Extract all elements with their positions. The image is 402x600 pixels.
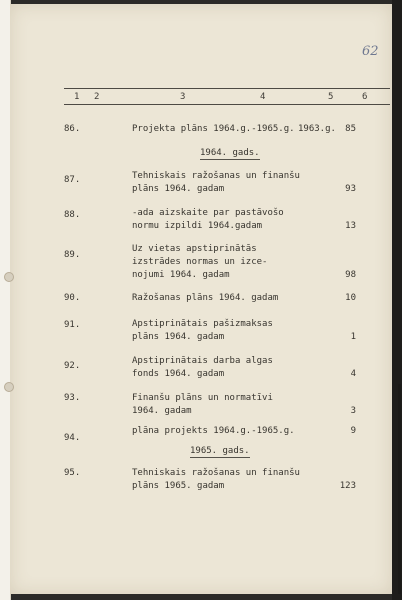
page-number-handwritten: 62 xyxy=(362,44,379,59)
row-value: 13 xyxy=(345,221,356,231)
column-number: 1 xyxy=(74,92,80,102)
column-number: 3 xyxy=(180,92,186,102)
row-number: 95. xyxy=(64,468,81,478)
row-description: normu izpildi 1964.gadam xyxy=(132,221,263,231)
row-description: Uz vietas apstiprinātās xyxy=(132,244,257,254)
row-value: 98 xyxy=(345,270,356,280)
row-number: 93. xyxy=(64,393,81,403)
column-number: 4 xyxy=(260,92,266,102)
row-value: 3 xyxy=(350,406,356,416)
row-description: izstrādes normas un izce- xyxy=(132,257,268,267)
row-description: Finanšu plāns un normatīvi xyxy=(132,393,273,403)
punch-hole xyxy=(4,382,14,392)
table-header-rule xyxy=(64,104,390,105)
section-heading: 1965. gads. xyxy=(190,446,250,456)
row-description: Tehniskais ražošanas un finanšu xyxy=(132,171,300,181)
section-heading: 1964. gads. xyxy=(200,148,260,158)
row-description: plāns 1964. gadam xyxy=(132,332,225,342)
column-number: 5 xyxy=(328,92,334,102)
row-description: -ada aizskaite par pastāvošo xyxy=(132,208,284,218)
row-description: fonds 1964. gadam xyxy=(132,369,225,379)
row-year: 1963.g. xyxy=(298,124,336,134)
row-number: 87. xyxy=(64,175,81,185)
row-number: 94. xyxy=(64,433,81,443)
row-value: 9 xyxy=(350,426,356,436)
row-description: Tehniskais ražošanas un finanšu xyxy=(132,468,300,478)
row-number: 91. xyxy=(64,320,81,330)
row-number: 89. xyxy=(64,250,81,260)
row-number: 90. xyxy=(64,293,81,303)
row-value: 93 xyxy=(345,184,356,194)
row-description: Apstiprinātais darba algas xyxy=(132,356,273,366)
punch-hole xyxy=(4,272,14,282)
row-description: plāns 1964. gadam xyxy=(132,184,225,194)
row-number: 92. xyxy=(64,361,81,371)
row-description: nojumi 1964. gadam xyxy=(132,270,230,280)
row-value: 85 xyxy=(345,124,356,134)
row-value: 10 xyxy=(345,293,356,303)
row-value: 123 xyxy=(339,481,356,491)
row-value: 1 xyxy=(350,332,356,342)
row-description: plāns 1965. gadam xyxy=(132,481,225,491)
table-top-rule xyxy=(64,88,390,89)
row-description: 1964. gadam xyxy=(132,406,192,416)
row-description: Projekta plāns 1964.g.-1965.g. xyxy=(132,124,295,134)
page-fold-shadow xyxy=(398,384,401,594)
row-number: 88. xyxy=(64,210,81,220)
row-description: Apstiprinātais pašizmaksas xyxy=(132,319,273,329)
row-number: 86. xyxy=(64,124,81,134)
row-value: 4 xyxy=(350,369,356,379)
column-number: 6 xyxy=(362,92,368,102)
column-number: 2 xyxy=(94,92,100,102)
row-description: plāna projekts 1964.g.-1965.g. xyxy=(132,426,295,436)
row-description: Ražošanas plāns 1964. gadam xyxy=(132,293,279,303)
